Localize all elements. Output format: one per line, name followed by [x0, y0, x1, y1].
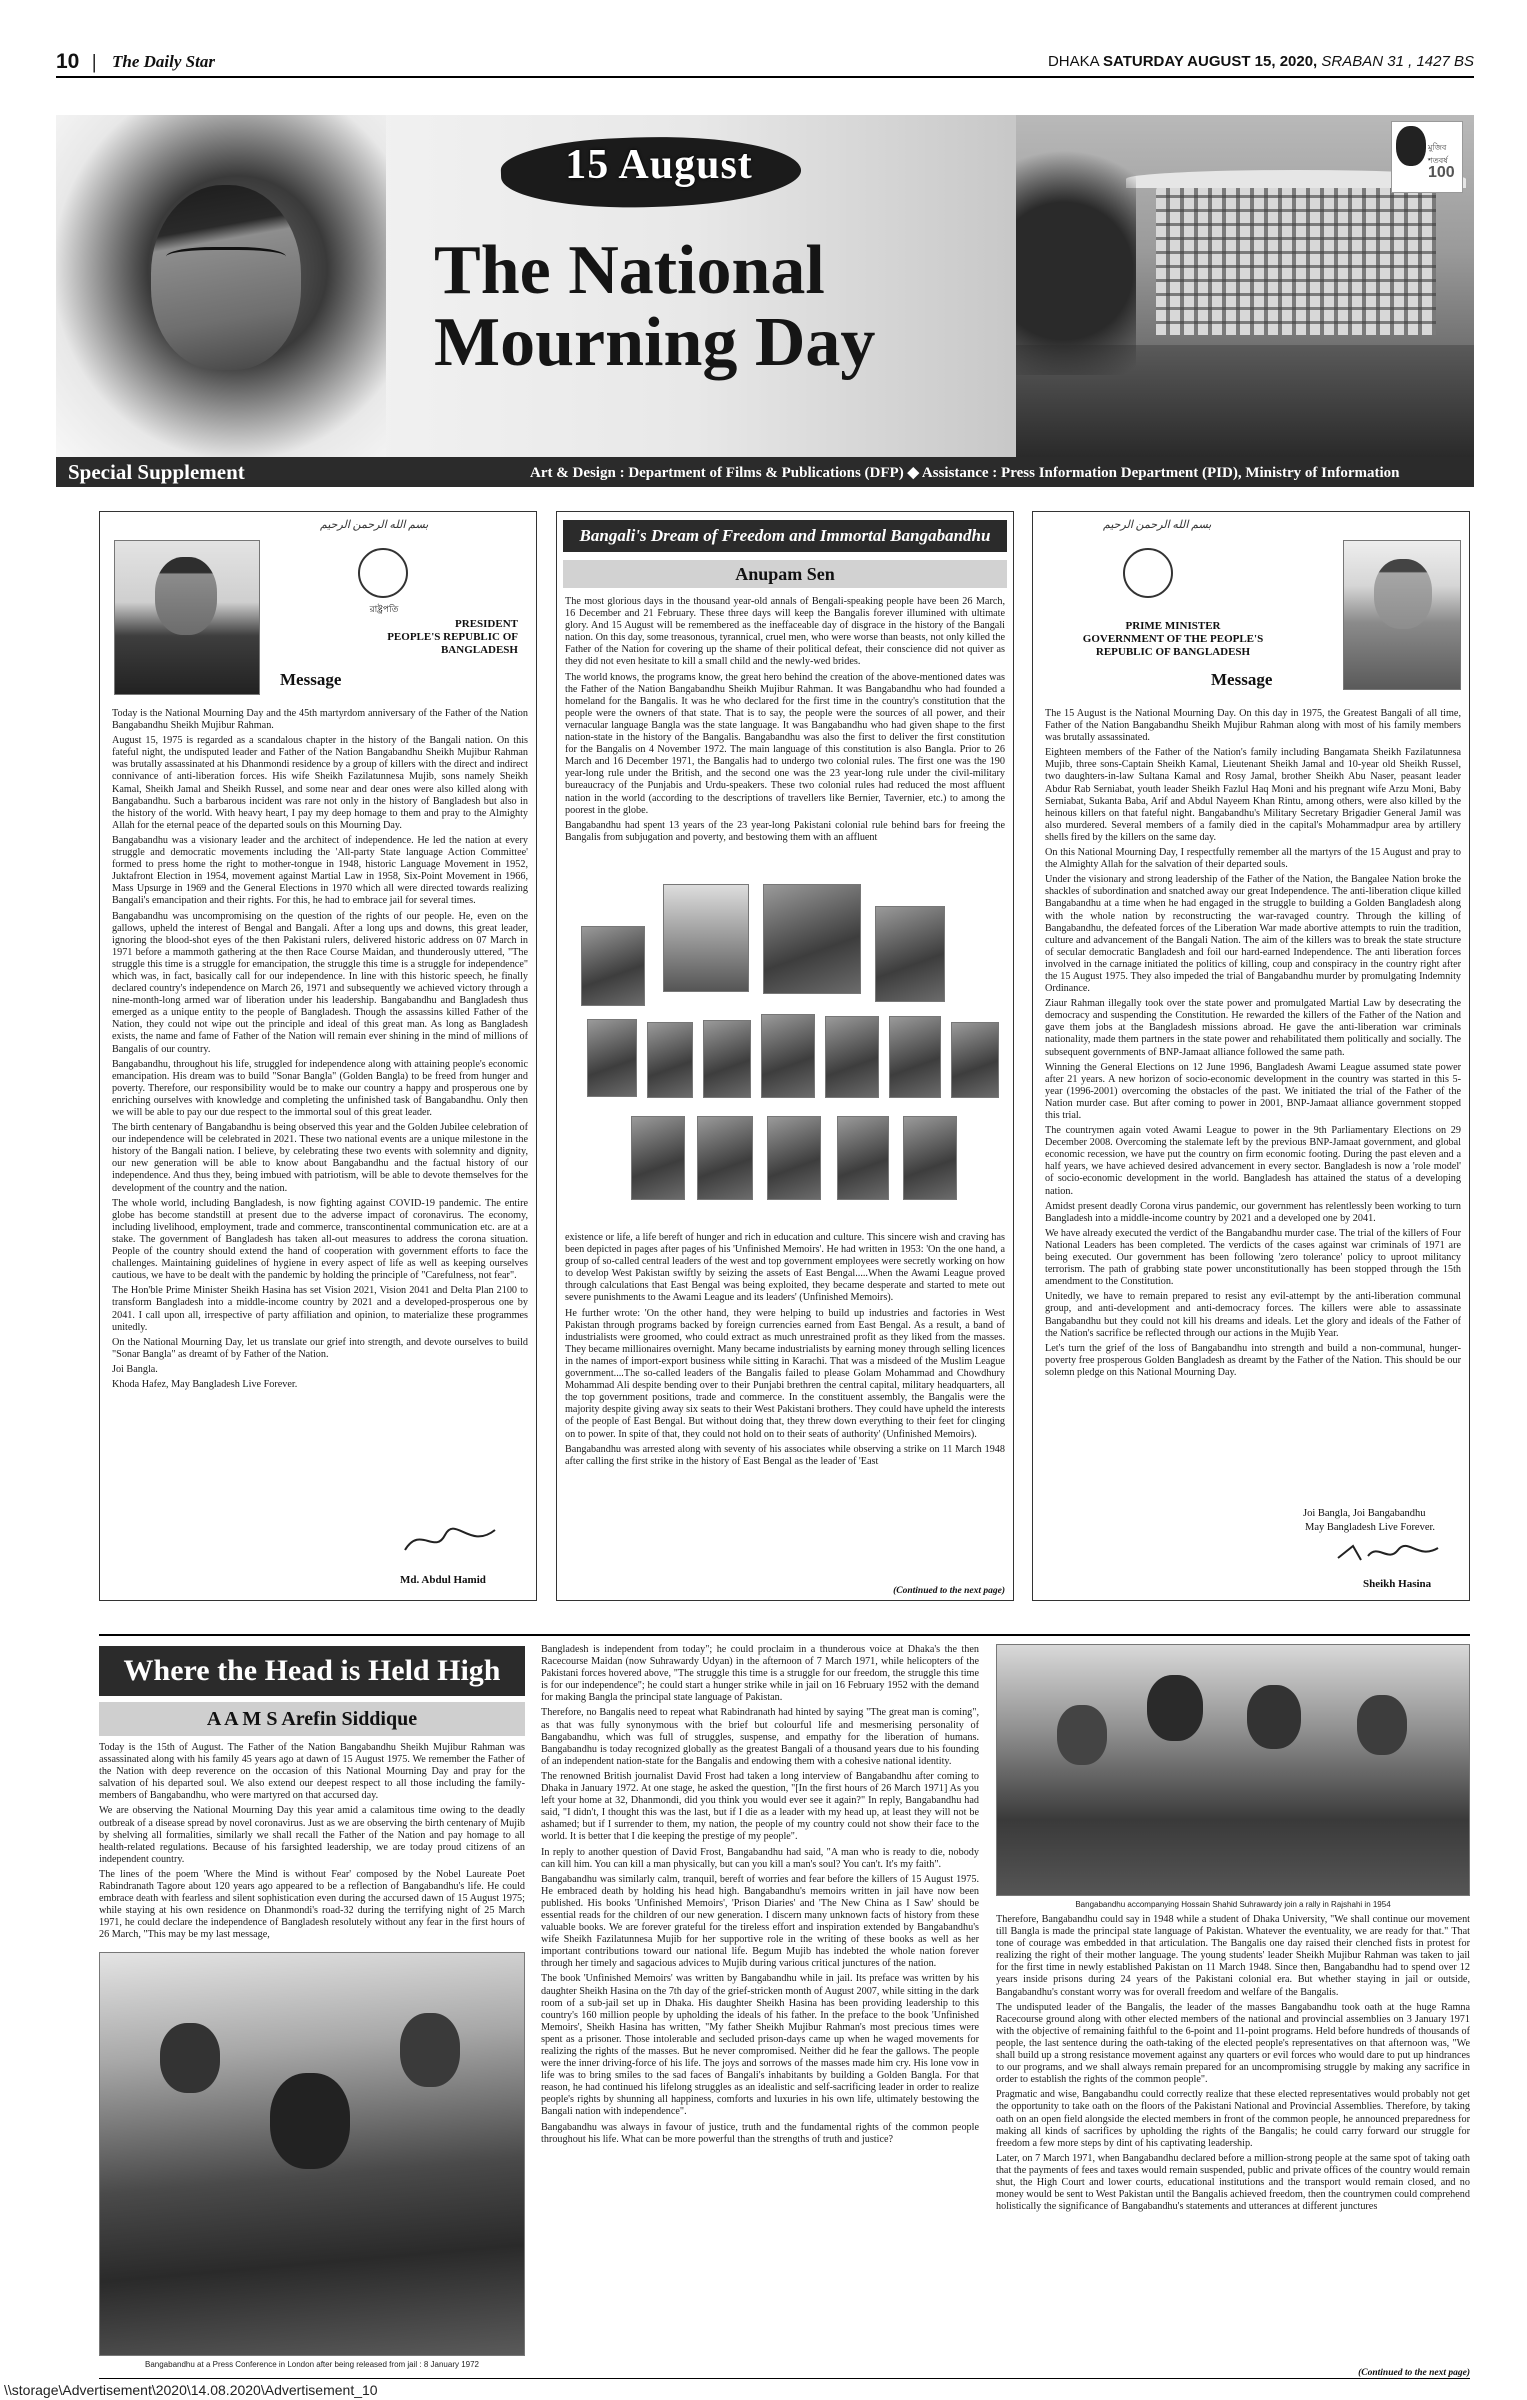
dateline-date: SATURDAY AUGUST 15, 2020,	[1102, 53, 1318, 70]
photo-caption: Bangabandhu at a Press Conference in London after being released from jail : 8 January 1972	[145, 2360, 479, 2369]
collage-photo	[663, 884, 749, 992]
photo-caption: Bangabandhu accompanying Hossain Shahid Suhrawardy join a rally in Rajshahi in 1954	[1075, 1900, 1391, 1909]
continued-note: (Continued to the next page)	[893, 1586, 1005, 1596]
bottom-article-title: Where the Head is Held High	[99, 1646, 525, 1696]
collage-photo	[703, 1020, 751, 1098]
president-title: PRESIDENT PEOPLE'S REPUBLIC OF BANGLADESH	[387, 618, 518, 656]
center-article-author: Anupam Sen	[563, 560, 1007, 588]
separator: |	[92, 51, 97, 73]
state-emblem	[1123, 548, 1173, 598]
dateline-city: DHAKA	[1047, 53, 1099, 70]
pm-body: The 15 August is the National Mourning Day. On this day in 1975, the Greatest Bangali of all time, Father of the Nation Bangabandhu Sheikh Mujibur Rahman along with most of his family members was brutally assassinated. Eighteen members of the Father of the Nation's family including Bangamata Sheikh Fazilatunnesa Mujib, three sons-Captain Sheikh Kamal, Lieutenant Sheikh Jamal and 10-year old Sheikh Russel, two daughters-in-law Sultana Kamal and Rosy Jamal, brother Sheikh Abu Naser, peasant leader Abdur Rab Serniabat, youth leader Sheikh Fazlul Haq Moni and his pregnant wife Arzu Moni, Baby Serniabat, Sukanta Baba, Arif and Abdul Nayeem Khan Rintu, among others, were also killed by the heinous killers on that fateful night. Bangabandhu's Military Secretary Brigadier General Jamil was also murdered. Several members of a family died in the capital's Mohammadpur area by artillery shells fired by the killers on the same day. On this National Mourning Day, I respectfully remember all the martyrs of the 15 August and pray to the Almighty Allah for the salvation of their departed souls. Under the visionary and strong leadership of the Father of the Nation, the Bangalee Nation broke the shackles of subordination and snatched away our great Independence. The anti-liberation clique killed Bangabandhu at a time when he had engaged in the struggle to building a Golden Bangladesh along with the whole nation by reconstructing the war-ravaged country. Through the killing of Bangabandhu, the defeated forces of the Liberation War made abortive attempts to ruin the tradition, culture and advancement of the Bangali Nation. The aim of the killers was to break the state structure of secular democratic Bangladesh and foil our hard-earned Independence. The anti liberation forces involved in the carnage initiated the politics of killing, coup and conspiracy in the country right after the 15 August 1975. They also impeded the trial of Bangabandhu murder by promulgating Indemnity Ordinance. Ziaur Rahman illegally took over the state power and promulgated Martial Law by desecrating the democracy and suspending the Constitution. He rewarded the killers of the Father of the Nation and gave them jobs at the Bangladesh missions abroad. He gave the anti-liberation war criminals nationality, made them partners in the state power and rehabilitated them politically and socially. The subsequent governments of BNP-Jamaat alliance followed the same path. Winning the General Elections on 12 June 1996, Bangladesh Awami League assumed state power after 21 years. A new horizon of socio-economic development in the country was started in this 5-year (1996-2001) overcoming the obstacles of the past. We initiated the trial of the Father of the Nation murder case. But after coming to power in 2001, BNP-Jamaat alliance government stopped this trial. The countrymen again voted Awami League to power in the 9th Parliamentary Elections on 29 December 2008. Overcoming the stalemate left by the previous BNP-Jamaat government, and global economic recession, we have put the country on firm economic footing. During the past eleven and a half years, we have achieved desired advancement in every sector. Bangladesh is now a 'role model' of socio-economic development in the world. Bangladesh has attained the status of a developing nation. Amidst present deadly Corona virus pandemic, our government has relentlessly been working to turn Bangladesh into a middle-income country by 2021 and a developed one by 2041. We have already executed the verdict of the Bangabandhu murder case. The trial of the killers of Four National Leaders has been completed. The verdicts of the cases against war criminals of 1971 are being executed. Our government has been following 'zero tolerance' policy to uproot militancy terrorism. The path of grabbing state power unconstitutionally has been stopped through the 15th amendment to the Constitution. Unitedly, we have to remain prepared to resist any evil-attempt by the anti-liberation communal group, and anti-development and anti-democracy forces. The killers were able to assassinate Bangabandhu but they could not kill his dreams and ideals. Let the glory and ideals of the Father of the Nation's sacrifice be reflected through our actions in the Mujib Year. Let's turn the grief of the loss of Bangabandhu into strength and build a non-communal, hunger-poverty free prosperous Golden Bangladesh as dreamt by the Father of the Nation. This should be our solemn pledge on this National Mourning Day.	[1045, 708, 1461, 1378]
supplement-label: Special Supplement	[68, 460, 245, 484]
pm-photo	[1343, 540, 1461, 690]
pm-signature	[1333, 1538, 1443, 1570]
bottom-article-author: A A M S Arefin Siddique	[99, 1702, 525, 1736]
message-heading: Message	[280, 670, 342, 689]
emblem-number: 100	[1428, 164, 1455, 181]
center-body-bottom: existence or life, a life bereft of hunger and rich in education and culture. This sincere wish and craving has been depicted in pages after pages of his 'Unfinished Memoirs'. He had written in 1953: 'On the one hand, a group of so-called central leaders of the west and top government employees were secretly working on how to develop West Pakistan swiftly by seizing the assets of East Bengal.....When the Awami League proved through calculations that East Bengal was being exploited, they became desperate and started to mete out severe punishments to the Awami League and its leaders' (Unfinished Memoirs). He further wrote: 'On the other hand, they were helping to build up industries and factories in West Pakistan through programs backed by foreign currencies earned from East Bengal. As a result, a band of industrialists were groomed, who could extract as much unrestrained profit as they liked from the masses. They became millionaires overnight. Many became industrialists by earning money through selling licences in the names of import-export business while sitting in Karachi. That was a misdeed of the Muslim League government....The so-called leaders of the Bangalis failed to please Golam Mohammad and Chowdhury Mohammad Ali despite bending over to their Punjabi brethren the central capital, military headquarters, all the top government positions, trade and commerce. In the constituent assembly, the Bangalis were the majority despite giving away six seats to their West Pakistani brothers. They could have upheld the interests of the people of East Bengal. But without doing that, they threw down everything to their feet for clinging on to power. In spite of that, they could not hold on to their seats of authority' (Unfinished Memoirs). Bangabandhu was arrested along with seventy of his associates while observing a strike on 11 March 1948 after calling the first strike in the history of East Bengal as the leader of 'East	[565, 1232, 1005, 1467]
press-conference-photo	[99, 1952, 525, 2356]
center-article	[556, 511, 1014, 1601]
bismillah: بسم الله الرحمن الرحيم	[320, 519, 429, 531]
president-signature	[400, 1520, 500, 1560]
center-body-top: The most glorious days in the thousand year-old annals of Bengali-speaking people have been 26 March, 16 December and 21 February. These three days will keep the Bangalis forever illumined with ultimate glory. And 15 August will be remembered as the ineffaceable day of disgrace in the history of the Bangali nation. On this day, some treasonous, tyrannical, cruel men, who were worse than beasts, not only killed the Father of the Nation for covering up the shame of their political defeat, their conscience did not quiver as they did not even hesitate to kill a small child and the newly-wed brides. The world knows, the programs know, the great hero behind the creation of the above-mentioned dates was the Father of the Nation Bangabandhu Sheikh Mujibur Rahman. It was Bangabandhu who had founded a homeland for the Bangalis. It was he who declared for the first time in the country's constitution that the people were the owners of that state. That is to say, the people were the sources of all power, and their vernacular language Bangla was the state language. It was Bangabandhu who had given shape to the first nation-state in the history of the Bangalis. Bangabandhu was also the first to deliver the first constitution for the Bangalis on 4 November 1972. The main language of this constitution is also Bangla. Prior to 26 March and 16 December 1971, the Bangalis had to undergo two colonial rules. The first one was the 190 year-long rule under the British, and the second one was the 23 year-long rule under the civil-military bureaucracy of the Punjabis and Urdu-speakers. These two colonial rules had reduced the most affluent nation in the world (according to the descriptions of travellers like Bernier, Tavernier, etc.) to among the poorest in the globe. Bangabandhu had spent 13 years of the 23 year-long Pakistani colonial rule behind bars for freeing the Bangalis from subjugation and poverty, and bestowing them with an affluent	[565, 596, 1005, 843]
supplement-strip	[56, 457, 1474, 487]
pm-closing-1: Joi Bangla, Joi Bangabandhu	[1303, 1508, 1426, 1519]
continued-note: (Continued to the next page)	[1358, 2368, 1470, 2378]
pm-title: PRIME MINISTER GOVERNMENT OF THE PEOPLE'S REPUBLIC OF BANGLADESH	[1082, 620, 1264, 658]
president-body: Today is the National Mourning Day and the 45th martyrdom anniversary of the Father of the Nation Bangabandhu Sheikh Mujibur Rahman. August 15, 1975 is regarded as a scandalous chapter in the history of the Bangali nation. On this fateful night, the undisputed leader and Father of the Nation Bangabandhu Sheikh Mujibur Rahman was brutally assassinated at his Dhanmondi residence by a group of killers with the direct and indirect connivance of anti-liberation forces. His wife Sheikh Fazilatunnesa Mujib, sons namely Sheikh Kamal, Sheikh Jamal and Sheikh Russel, and some near and dear ones were also killed along with Bangabandhu. Such a barbarous incident was rare not only in the history of Bangladesh but also in the history of the world. With heavy heart, I pay my deep homage to them and pray to the Almighty Allah for the eternal peace of the departed souls on this Mourning Day. Bangabandhu was a visionary leader and the architect of independence. He led the nation at every struggle and democratic movements including the 'All-party State language Action Committee' formed to press home the right to mother-tongue in 1948, historic Language Movement in 1952, Juktafront Election in 1954, movement against Martial Law in 1958, Six-Point Movement in 1966, Mass Upsurge in 1969 and the General Elections in 1970 which all were directed towards realizing Bangali's emancipation and their rights. For this, he had to embrace jail for several times. Bangabandhu was uncompromising on the question of the rights of our people. He, even on the gallows, upheld the interest of Bengal and Bangali. After a long ups and downs, this great leader, ignoring the blood-shot eyes of the then Pakistani rulers, delivered historic address on 07 March in 1971 before a mammoth gathering at the then Race Course Maidan, and thunderously uttered, "The struggle this time is a struggle for emancipation, the struggle this time is a struggle for independence" which was, in fact, basically call for our independence. In line with this historic speech, he finally declared country's independence on March 26, 1971 and subsequently we achieved victory through a nine-month-long armed war of liberation under his leadership. Bangabandhu and Bangladesh thus emerged as a unique entity to the people of Bangladesh. Though the assassins killed Father of the Nation, they could not wipe out the principle and ideal of this great man. As long as Bangladesh exists, the name and fame of Father of the Nation will remain ever shining in the mind of millions of Bangalis of our country. Bangabandhu, throughout his life, struggled for independence along with attaining people's economic emancipation. His dream was to build "Sonar Bangla" (Golden Bangla) to be freed from hunger and poverty. Therefore, our responsibility would be to make our country a happy and prosperous one by enriching ourselves with knowledge and completing the unfinished task of Bangabandhu. Only then we will be able to pay our due respect to the immortal soul of this great leader. The birth centenary of Bangabandhu is being observed this year and the Golden Jubilee celebration of our independence will be celebrated in 2021. These two national events are a unique milestone in the history of the Bangali nation. I believe, by celebrating these two events with solemnity and dignity, our new generation will be able to know about Bangabandhu and the factual history of our independence. And thus they, being imbued with patriotism, will be able to devote themselves for the development of the country and the nation. The whole world, including Bangladesh, is now fighting against COVID-19 pandemic. The entire globe has become standstill at present due to the adverse impact of coronavirus. The economy, including livelihood, employment, trade and commerce, transcontinental communication etc. are at a stake. The government of Bangladesh has taken all-out measures to address the corona situation. People of the country should extend the hand of cooperation with government efforts to face the challenges. Maintaining guidelines of hygiene in every aspect of life as well as keeping ourselves cautious, we have to be dealt with the pandemic by holding the principle of "Carefulness, not fear". The Hon'ble Prime Minister Sheikh Hasina has set Vision 2021, Vision 2041 and Delta Plan 2100 to transform Bangladesh into a middle-income country by 2021 and a developed-prosperous one by 2041. I call upon all, irrespective of party affiliation and opinion, to materialize these programmes unitedly. On the National Mourning Day, let us translate our grief into strength, and devote ourselves to build "Sonar Bangla" as dreamt of by Father of the Nation. Joi Bangla. Khoda Hafez, May Bangladesh Live Forever.	[112, 708, 528, 1390]
collage-photo	[647, 1022, 693, 1098]
collage-photo	[875, 906, 945, 1002]
emblem-text: মুজিব শতবর্ষ	[1428, 143, 1448, 165]
bottom-col-1: Today is the 15th of August. The Father of the Nation Bangabandhu Sheikh Mujibur Rahman was assassinated along with his family 45 years ago at dawn of 15 August 1975. We remember the Father of the Nation with deep reverence on the occasion of this National Mourning Day and pray for the salvation of his departed soul. We also extend our deepest respect to all those including the family-members of Bangabandhu, who were martyred on that accursed day. We are observing the National Mourning Day this year amid a calamitous time owing to the deadly outbreak of a disease spread by novel coronavirus. Just as we are observing the birth centenary of Mujib by shelving all formalities, similarly we shall recall the Father of the Nation and pay homage to all health-related regulations. Because of his farsighted leadership, we are today proud citizens of an independent country. The lines of the poem 'Where the Mind is without Fear' composed by the Nobel Laureate Poet Rabindranath Tagore about 120 years ago appeared to be a reflection of Bangabandhu's life. He could embrace death with fearless and silent sophistication even during the accursed dawn of 15 August 1975; while staying at his own residence on Dhanmondi's road-32 during the terrifying night of 25 March 1971, he could declare the independence of Bangladesh resolutely without any fear in the first hours of 26 March, "This may be my last message,	[99, 1742, 525, 1941]
collage-photo	[837, 1116, 889, 1200]
collage-photo	[951, 1022, 999, 1098]
mujib-year-emblem	[1391, 121, 1463, 193]
emblem-caption: রাষ্ট্রপতি	[369, 604, 399, 614]
state-emblem	[358, 548, 408, 598]
collage-photo	[889, 1016, 941, 1098]
bottom-col-3: Therefore, Bangabandhu could say in 1948 while a student of Dhaka University, "We shall continue our movement till Bangla is made the principal state language of Pakistan. Whatever the eventuality, we are ready for that." That tone of courage was embedded in that articulation. The Bangalis one day raised their clenched fists in protest for realizing the right of their mother language. The young students' leader Sheikh Mujibur Rahman was taken to jail for the first time in newly established Pakistan on 11 March 1948. Since then, Bangabandhu had to spend over 12 years inside prisons during 24 years of the Pakistani colonial era. But whether staying in jail or outside, Bangabandhu's constant worry was for overall freedom and welfare of the Bangalis. The undisputed leader of the Bangalis, the leader of the masses Bangabandhu took oath at the huge Ramna Racecourse ground along with other elected members of the national and provincial assemblies on 3 January 1971 with the objective of remaining faithful to the 6-point and 11-point programs. Held before hundreds of thousands of people, the last sentence during the oath-taking of the elected people's representatives on that afternoon was, "We shall build up a strong resistance movement against any quarters or evil forces who would dare to put up hindrances to our programs, and we shall always remain prepared for an uncompromising struggle by making any sacrifice in order to establish the rights of the common people". Pragmatic and wise, Bangabandhu could correctly realize that these elected representatives would probably not get the opportunity to take oath on the floors of the Pakistani National and Provincial Assemblies. Therefore, by taking oath on an open field alongside the elected members in front of the common people, he announced preparedness for making all kinds of sacrifices by upholding the rights of the Bangalis; he could carry forward our struggle for freedom a few more steps by dint of his captivating leadership. Later, on 7 March 1971, when Bangabandhu declared before a million-strong people at the same spot of taking oath that the payments of fees and taxes would remain suspended, public and private offices of the country would remain shut, the High Court and lower courts, educational institutions and the transport would remain closed, and no money would be sent to West Pakistan until the Bangalis achieved freedom, then the countrymen could comprehend holistically the significance of Bangabandhu's statements and utterances at different junctures	[996, 1914, 1470, 2213]
pm-message	[1032, 511, 1470, 1601]
collage-photo	[631, 1116, 685, 1200]
rally-photo	[996, 1644, 1470, 1896]
collage-photo	[825, 1016, 879, 1098]
collage-photo	[697, 1116, 753, 1200]
collage-photo	[767, 1116, 821, 1200]
president-message	[99, 511, 537, 1601]
dateline	[1048, 53, 1474, 70]
page-number: 10	[56, 50, 80, 73]
bottom-col-2: Bangladesh is independent from today"; he could proclaim in a thunderous voice at Dhaka's the then Racecourse Maidan (now Suhrawardy Udyan) in the afternoon of 7 March 1971, while helicopters of the Pakistani forces hovered above, "The struggle this time is a struggle for our freedom, the struggle this time is for our independence"; he could start a hunger strike while in jail on 16 February 1952 with the demand for making Bangla the principal state language of Pakistan. Therefore, no Bangalis need to repeat what Rabindranath had hinted by saying "The great man is coming", as that was fully synonymous with the brief but colourful life and mesmerising personality of Bangabandhu, which was full of struggles, suspense, and empathy for the liberation of humans. Bangabandhu is today recognized globally as the greatest Bangali of a thousand years due to his founding of an independent nation-state for the Bangalis and endowing them with a cohesive national identity. The renowned British journalist David Frost had taken a long interview of Bangabandhu after coming to Dhaka in January 1972. At one stage, he asked the question, "[In the first hours of 26 March 1971] As you left your home at 32, Dhanmondi, did you think you would ever see it again?" In reply, Bangabandhu had said, "I didn't, I thought this was the last, but if I die as a leader with my head up, at least they will not be ashamed; but if I surrender to them, my nation, the people of my country could not show their face to the world. It is better that I die keeping the prestige of my people". In reply to another question of David Frost, Bangabandhu had said, "A man who is ready to die, nobody can kill him. You can kill a man physically, but can you kill a man's soul? You can't. It's my faith". Bangabandhu was similarly calm, tranquil, bereft of worries and fear before the killers of 15 August 1975. He embraced death by holding his head high. Bangabandhu's memoirs written in jail have now been published. His books 'Unfinished Memoirs', 'Prison Diaries' and 'The New China as I Saw' should be essential reads for the children of our new generation. I discern many unknown facts of history from these valuable books. We are forever grateful for the tireless effort and inspiration extended by Bangabandhu's wife Sheikh Fazilatunnesa Mujib for her supportive role in the writing of these books as well as her important contributions toward our national life. Begum Mujib has indebted the whole nation forever through her timely and sagacious advices to Mujib during various critical junctures of the nation. The book 'Unfinished Memoirs' was written by Bangabandhu while in jail. Its preface was written by his daughter Sheikh Hasina on the 7th day of the grief-stricken month of August 2007, while sitting in the dark room of a sub-jail set up in Dhaka. His daughter Sheikh Hasina has been providing leadership to this country's 160 million people by upholding the ideals of his father. In the preface to the book 'Unfinished Memoirs', Sheikh Hasina has written, "My father Sheikh Mujibur Rahman's most precious times were spent as a prisoner. Those intolerable and secluded prison-days came up when he waged movements for realizing the rights of the masses. But he never compromised. Neither did he fear the gallows. The people were the inner driving-force of his life. The joys and sorrows of the masses made him cry. His lone vow in life was to bring smiles to the sad faces of Bangali's inhabitants by building a Golden Bangla. For that reason, he had continued his lifelong struggles as an idealistic and self-sacrificing leader in order to realize people's rights by shunning all happiness, comforts and luxuries in his own life, ultimately bestowing the Bangali nation with independence". Bangabandhu was always in favour of justice, truth and the fundamental rights of the common people throughout his life. What can be more powerful than the strengths of truth and justice?	[541, 1644, 979, 2145]
collage-photo	[761, 1014, 815, 1098]
pm-signatory: Sheikh Hasina	[1363, 1578, 1432, 1590]
masthead	[56, 50, 1474, 78]
message-heading: Message	[1211, 670, 1273, 689]
banner-portrait	[56, 115, 386, 457]
center-article-title: Bangali's Dream of Freedom and Immortal Bangabandhu	[563, 520, 1007, 552]
banner-title-line-1: The National	[434, 232, 825, 309]
divider	[99, 2378, 1470, 2379]
bismillah: بسم الله الرحمن الرحيم	[1103, 519, 1212, 531]
file-path: \\storage\Advertisement\2020\14.08.2020\Advertisement_10	[4, 2382, 378, 2398]
collage-photo	[903, 1116, 957, 1200]
supplement-credits: Art & Design : Department of Films & Publications (DFP) ◆ Assistance : Press Information Department (PID), Ministry of Information	[530, 465, 1400, 481]
president-photo	[114, 540, 260, 695]
collage-photo	[763, 884, 861, 994]
collage-photo	[581, 926, 645, 1006]
pm-closing-2: May Bangladesh Live Forever.	[1305, 1522, 1436, 1533]
divider	[99, 1634, 1470, 1636]
collage-photo	[587, 1019, 637, 1097]
paper-name: The Daily Star	[112, 52, 215, 71]
banner-date-title: 15 August	[565, 142, 753, 188]
president-signatory: Md. Abdul Hamid	[400, 1574, 486, 1586]
banner-title-line-2: Mourning Day	[434, 304, 876, 381]
dateline-bengali: SRABAN 31 , 1427 BS	[1321, 53, 1474, 70]
banner	[56, 115, 1474, 457]
martyrs-photo-collage	[567, 884, 1005, 1224]
